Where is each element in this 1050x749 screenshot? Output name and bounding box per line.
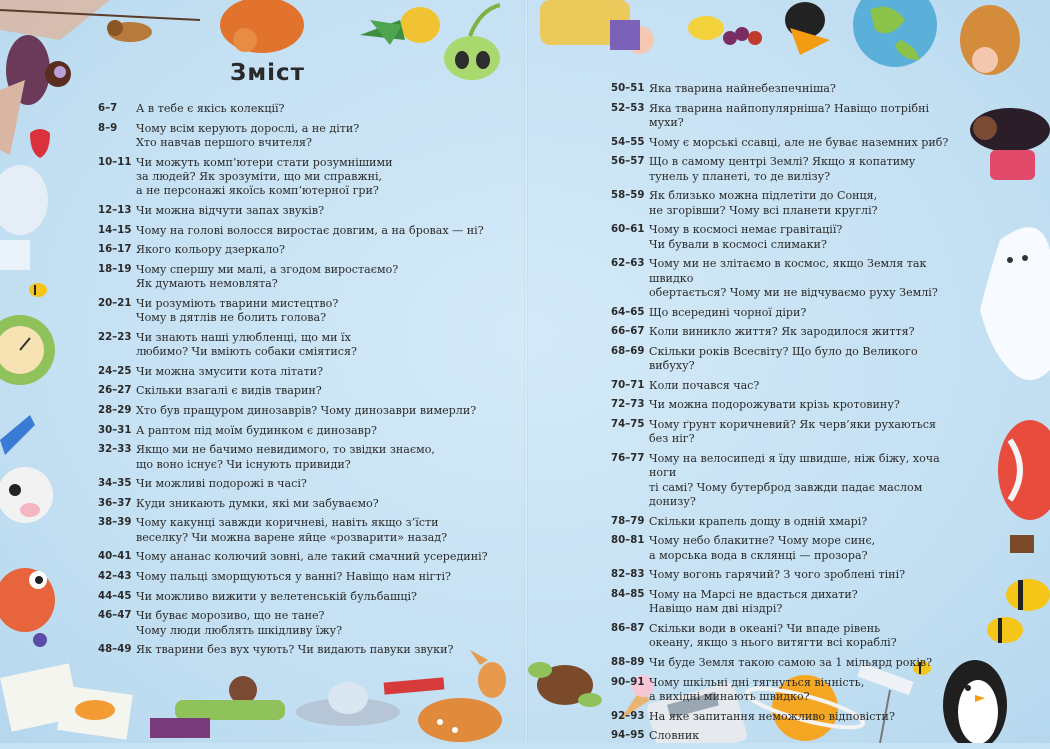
toc-entry <box>611 398 951 412</box>
toc-question: Словник <box>649 729 700 743</box>
toc-question: На яке запитання неможливо відповісти? <box>649 709 895 723</box>
boy-superhero-icon <box>150 676 285 738</box>
toc-question: Чи буде Земля такою самою за 1 мільярд років? <box>649 655 933 669</box>
toc-page-range: 46–47 <box>98 610 132 622</box>
toc-question: Чи можливі подорожі в часі? <box>136 477 307 491</box>
toc-question: Чому вогонь гарячий? З чого зроблені тіні? <box>649 568 906 582</box>
toc-question: Що в самому центрі Землі? Якщо я копатиму тунель у планеті, то де вилізу? <box>649 155 916 183</box>
toc-page-range: 70–71 <box>611 379 645 391</box>
fossil-skull-icon <box>0 165 48 270</box>
flying-girl-icon <box>970 108 1050 180</box>
toc-question: Чи можуть комп’ютери стати розумнішими за людей? Як зрозуміти, що ми справжні, а не персонажі якоїсь комп’ютерної гри? <box>136 155 393 198</box>
toc-page-range: 62–63 <box>611 258 645 270</box>
toc-question: Чому всім керують дорослі, а не діти? Хто навчав першого вчителя? <box>136 121 360 149</box>
toc-page-range: 50–51 <box>611 83 645 94</box>
toc-question: А раптом під моїм будинком є динозавр? <box>136 423 377 437</box>
toucan-icon <box>785 2 830 55</box>
toc-question: Коли виникло життя? Як зародилося життя? <box>649 325 915 339</box>
toc-entry <box>98 550 498 564</box>
globe-icon <box>853 0 937 67</box>
toc-page-range: 12–13 <box>98 205 132 216</box>
toc-page-range: 16–17 <box>98 244 132 256</box>
toc-question: Чи можна відчути запах звуків? <box>136 204 325 217</box>
toc-page-range: 72–73 <box>611 399 645 411</box>
astronaut-cow-icon <box>0 467 53 523</box>
toc-question: Чому на Марсі не вдасться дихати? Навіщо нам дві ніздрі? <box>649 587 858 616</box>
toc-page-range: 18–19 <box>98 263 132 275</box>
toc-entry <box>98 497 498 511</box>
fish-icon <box>987 579 1050 643</box>
toc-entry <box>611 622 951 651</box>
toc-entry <box>611 102 951 131</box>
toc-entry <box>611 568 951 582</box>
toc-page-range: 38–39 <box>98 517 132 529</box>
toc-entry <box>611 534 951 563</box>
turtle-icon <box>528 662 602 707</box>
strawberry-icon <box>30 129 50 158</box>
lemon-grapes-icon <box>688 16 762 45</box>
toc-page-range: 92–93 <box>611 710 645 722</box>
toc-question: Хто був пращуром динозаврів? Чому динозаври вимерли? <box>136 403 477 417</box>
toc-entry <box>611 325 951 339</box>
toc-question: Чому ми не злітаємо в космос, якщо Земля так швидко обертається? Чому ми не відчуваємо руху Землі? <box>649 257 938 299</box>
toc-entry <box>98 443 498 472</box>
toc-question: Чому на велосипеді я їду швидше, ніж біжу, хоча ноги ті самі? Чому бутерброд завжди падає маслом донизу? <box>649 451 940 509</box>
toc-entry <box>98 477 498 491</box>
toc-entry <box>611 82 951 96</box>
toc-question: Чи знають наші улюбленці, що ми їх любимо? Чи вміють собаки сміятися? <box>136 330 357 359</box>
toc-question: Чому спершу ми малі, а згодом виростаємо? Як думають немовлята? <box>136 262 399 291</box>
toc-question: Чому небо блакитне? Чому море синє, а морська вода в склянці — прозора? <box>649 534 876 562</box>
toc-page-range: 6–7 <box>98 103 118 114</box>
toc-entry <box>98 404 498 418</box>
toc-page-range: 94–95 <box>611 730 645 742</box>
toc-question: Коли почався час? <box>649 378 760 392</box>
toc-page-range: 82–83 <box>611 569 645 581</box>
squirrel-icon <box>220 0 304 53</box>
toc-page-range: 86–87 <box>611 622 645 634</box>
germ-monster-icon <box>0 568 55 647</box>
toc-page-range: 8–9 <box>98 122 118 134</box>
toc-question: Скільки років Всесвіту? Що було до Великого вибуху? <box>649 344 918 373</box>
toc-question: Яка тварина найнебезпечніша? <box>649 82 836 95</box>
toc-entry <box>98 297 498 326</box>
toc-page-range: 30–31 <box>98 424 132 436</box>
toc-question: Якщо ми не бачимо невидимого, то звідки знаємо, що воно існує? Чи існують привиди? <box>136 443 435 471</box>
toc-entry <box>98 384 498 398</box>
girl-icon <box>540 0 654 54</box>
ghost-icon <box>980 227 1050 380</box>
toc-entry <box>611 710 951 724</box>
toc-page-range: 58–59 <box>611 190 645 202</box>
toc-page-range: 64–65 <box>611 306 645 318</box>
pineapple-icon <box>360 7 440 45</box>
toc-question: Чому ґрунт коричневий? Як черв’яки рухаються без ніг? <box>649 417 936 446</box>
toc-page-range: 10–11 <box>98 156 132 168</box>
toc-question: Як тварини без вух чують? Чи видають павуки звуки? <box>136 643 454 657</box>
toc-page-range: 20–21 <box>98 297 132 309</box>
toc-entry <box>98 243 498 257</box>
toc-entry <box>98 365 498 379</box>
clock-icon <box>0 315 55 385</box>
toc-question: Чому є морські ссавці, але не буває наземних риб? <box>649 135 949 149</box>
toc-left-column <box>98 102 498 663</box>
toc-question: Чому в космосі немає гравітації? Чи бували в космосі слимаки? <box>649 223 843 251</box>
toc-question: Якого кольору дзеркало? <box>136 243 285 257</box>
toc-page-range: 24–25 <box>98 365 132 377</box>
toc-entry <box>611 379 951 393</box>
toc-page-range: 56–57 <box>611 156 645 168</box>
toc-question: А в тебе є якісь колекції? <box>136 102 285 115</box>
toc-entry <box>98 590 498 604</box>
toc-entry <box>98 263 498 292</box>
toc-entry <box>611 136 951 150</box>
toc-entry <box>611 418 951 447</box>
toc-entry <box>611 515 951 529</box>
toc-entry <box>98 156 498 199</box>
toc-page-range: 60–61 <box>611 224 645 236</box>
toc-entry <box>98 122 498 151</box>
toc-question: Чому какунці завжди коричневі, навіть якщо з’їсти веселку? Чи можна варене яйце «розварити» назад? <box>136 516 448 544</box>
toc-page-range: 36–37 <box>98 497 132 509</box>
toc-question: Як близько можна підлетіти до Сонця, не згорівши? Чому всі планети круглі? <box>649 189 878 217</box>
toc-entry <box>98 102 498 116</box>
toc-page-range: 40–41 <box>98 551 132 563</box>
toc-page-range: 78–79 <box>611 515 645 527</box>
toc-question: Чому шкільні дні тягнуться вічність, а вихідні минають швидко? <box>649 675 865 703</box>
toc-page-range: 66–67 <box>611 326 645 338</box>
toc-question: Скільки крапель дощу в одній хмарі? <box>649 514 868 528</box>
toc-entry <box>98 570 498 584</box>
toc-entry <box>98 609 498 638</box>
photos-icon <box>0 663 133 739</box>
toc-question: Скільки взагалі є видів тварин? <box>136 384 322 398</box>
toc-entry <box>611 345 951 374</box>
toc-page-range: 88–89 <box>611 656 645 668</box>
toc-entry <box>98 643 498 657</box>
toc-question: Чи розуміють тварини мистецтво? Чому в дятлів не болить голова? <box>136 296 339 325</box>
toc-page-range: 34–35 <box>98 478 132 490</box>
toc-page-range: 28–29 <box>98 404 132 416</box>
toc-page-range: 52–53 <box>611 102 645 114</box>
hot-air-balloon-icon <box>998 420 1050 553</box>
toc-question: Що всередині чорної діри? <box>649 305 807 319</box>
toc-page-range: 14–15 <box>98 224 132 236</box>
toc-entry <box>611 223 951 252</box>
toc-question: Чи можливо вижити у велетенській бульбашці? <box>136 589 417 603</box>
toc-entry <box>611 588 951 617</box>
toc-page-range: 44–45 <box>98 590 132 602</box>
toc-question: Чи можна змусити кота літати? <box>136 364 324 378</box>
toc-page-range: 48–49 <box>98 644 132 656</box>
toc-entry <box>611 306 951 320</box>
toc-entry <box>611 257 951 300</box>
toc-entry <box>98 204 498 218</box>
toc-entry <box>611 189 951 218</box>
toc-entry <box>611 656 951 670</box>
toc-page-range: 26–27 <box>98 385 132 397</box>
penguin-icon <box>943 660 1007 743</box>
toc-page-range: 42–43 <box>98 570 132 582</box>
toc-question: Чому пальці зморщуються у ванні? Навіщо нам нігті? <box>136 569 451 583</box>
girl-hanging-icon <box>960 5 1020 75</box>
bee-icon <box>29 283 47 297</box>
rocket-icon <box>0 415 35 455</box>
toc-question: Чому ананас колючий зовні, але такий смачний усередині? <box>136 550 488 564</box>
toc-question: Скільки води в океані? Чи впаде рівень океану, якщо з нього витягти всі кораблі? <box>649 621 897 650</box>
toc-page-range: 84–85 <box>611 588 645 600</box>
toc-question: Куди зникають думки, які ми забуваємо? <box>136 496 379 510</box>
toc-page-range: 32–33 <box>98 444 132 456</box>
toc-page-range: 90–91 <box>611 676 645 688</box>
toc-page-range: 80–81 <box>611 535 645 547</box>
toc-right-column <box>611 82 951 749</box>
toc-page-range: 54–55 <box>611 136 645 148</box>
toc-entry <box>98 424 498 438</box>
toc-question: Чому на голові волосся виростає довгим, а на бровах — ні? <box>136 223 484 237</box>
toc-entry <box>611 729 951 743</box>
toc-page-range: 74–75 <box>611 418 645 430</box>
toc-page-range: 22–23 <box>98 331 132 343</box>
toc-page-range: 68–69 <box>611 345 645 357</box>
toc-question: Чи можна подорожувати крізь кротовину? <box>649 398 900 412</box>
page-title: Зміст <box>230 60 305 86</box>
alien-icon <box>444 5 500 80</box>
toc-entry <box>98 224 498 238</box>
toc-entry <box>611 155 951 184</box>
toc-question: Яка тварина найпопулярніша? Навіщо потрібні мухи? <box>649 101 930 129</box>
crayon-icon <box>384 677 445 694</box>
toc-entry <box>611 452 951 510</box>
toc-entry <box>98 516 498 545</box>
toc-page-range: 76–77 <box>611 452 645 464</box>
toc-question: Чи буває морозиво, що не тане? Чому люди люблять шкідливу їжу? <box>136 609 343 637</box>
toc-entry <box>98 331 498 360</box>
toc-entry <box>611 676 951 705</box>
deer-icon <box>418 650 506 742</box>
